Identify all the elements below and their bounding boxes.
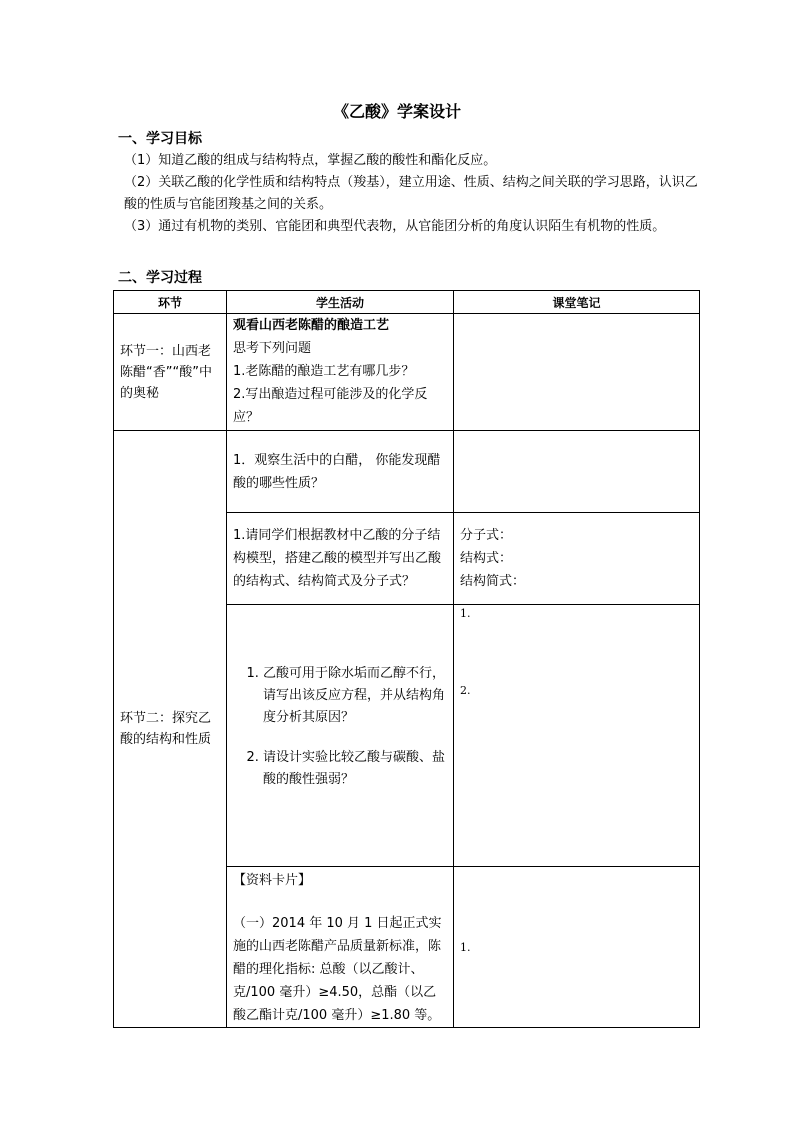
header-class-notes: 课堂笔记 [454, 291, 700, 314]
stage1-activity-line: 思考下列问题 [233, 341, 312, 356]
section-heading-process: 二、学习过程 [118, 270, 202, 286]
stage2-label: 环节二：探究乙酸的结构和性质 [114, 431, 227, 1028]
note-number: 1. [460, 940, 471, 954]
objective-item: （1）知道乙酸的组成与结构特点，掌握乙酸的酸性和酯化反应。 [124, 153, 497, 168]
stage1-activity-line: 1.老陈醋的酿造工艺有哪几步？ [233, 364, 415, 379]
info-card-title: 【资料卡片】 [233, 873, 312, 888]
question-item: 1. 乙酸可用于除水垢而乙醇不行，请写出该反应方程，并从结构角度分析其原因？ [263, 663, 447, 729]
table-header-row [114, 291, 700, 314]
section-heading-objectives: 一、学习目标 [118, 131, 202, 147]
stage2-row1-notes [454, 431, 700, 513]
stage2-row2-activity: 1.请同学们根据教材中乙酸的分子结构模型，搭建乙酸的模型并写出乙酸的结构式、结构简式及分子式？ [227, 513, 454, 605]
header-stage: 环节 [114, 291, 227, 314]
stage2-row4-activity [227, 867, 454, 1028]
note-condensed-formula: 结构简式： [460, 574, 526, 589]
note-number: 1. [460, 607, 471, 620]
stage1-activity-title: 观看山西老陈醋的酿造工艺 [233, 318, 390, 333]
stage1-activity [227, 314, 454, 431]
note-structural-formula: 结构式： [460, 551, 513, 566]
stage2-row1-activity: 1．观察生活中的白醋， 你能发现醋酸的哪些性质？ [227, 431, 454, 513]
table-row [114, 314, 700, 431]
stage1-notes [454, 314, 700, 431]
note-number: 2. [460, 684, 471, 697]
stage2-row4-notes [454, 867, 700, 1028]
objective-list [124, 150, 699, 238]
page-title: 《乙酸》学案设计 [332, 102, 461, 121]
table-row [114, 431, 700, 513]
stage2-row3-activity [227, 605, 454, 867]
header-student-activity: 学生活动 [227, 291, 454, 314]
objective-item: （2）关联乙酸的化学性质和结构特点（羧基），建立用途、性质、结构之间关联的学习思路，认识乙酸的性质与官能团羧基之间的关系。 [124, 175, 698, 212]
stage2-row2-notes [454, 513, 700, 605]
info-card-text: （一）2014 年 10 月 1 日起正式实施的山西老陈醋产品质量新标准，陈醋的理化指标: 总酸（以乙酸计、克/100 毫升）≥4.50，总酯（以乙酸乙酯计克/100 毫升）≥1.80 等。 [233, 916, 442, 1023]
learning-process-table [113, 290, 700, 1028]
stage1-label: 环节一：山西老陈醋“香”“酸”中的奥秘 [114, 314, 227, 431]
objective-item: （3）通过有机物的类别、官能团和典型代表物，从官能团分析的角度认识陌生有机物的性质。 [124, 219, 666, 234]
note-molecular-formula: 分子式： [460, 528, 513, 543]
question-item: 2. 请设计实验比较乙酸与碳酸、盐酸的酸性强弱？ [263, 747, 447, 791]
stage2-row3-notes [454, 605, 700, 867]
stage1-activity-line: 2.写出酿造过程可能涉及的化学反应？ [233, 387, 428, 425]
